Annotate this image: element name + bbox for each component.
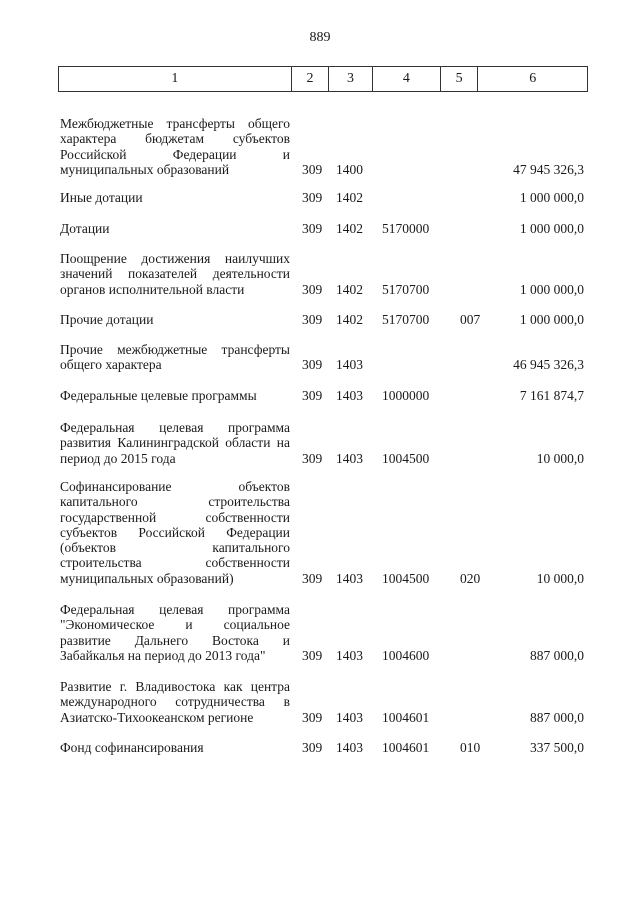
column-header-4: 4 [372, 67, 440, 92]
target-article-code: 1004601 [382, 740, 430, 755]
table-row [60, 388, 590, 403]
ministry-code: 309 [302, 161, 323, 177]
row-description [60, 420, 290, 466]
row-description [60, 602, 290, 663]
row-description [60, 740, 290, 755]
section-code: 1400 [336, 161, 363, 177]
ministry-code: 309 [302, 388, 323, 403]
table-row [60, 221, 590, 236]
table-row [60, 116, 590, 177]
ministry-code: 309 [302, 281, 323, 297]
row-description [60, 388, 290, 403]
description-line: Развитие г. Владивостока как центра [60, 679, 290, 694]
row-description [60, 190, 290, 205]
description-line: Федеральная целевая программа [60, 602, 290, 617]
description-line: Прочие дотации [60, 312, 154, 327]
expense-type-code: 010 [460, 740, 481, 755]
section-code: 1403 [336, 709, 363, 725]
table-row [60, 190, 590, 205]
row-description [60, 251, 290, 297]
target-article-code: 1004500 [382, 570, 430, 586]
section-code: 1402 [336, 221, 363, 236]
ministry-code: 309 [302, 709, 323, 725]
section-code: 1403 [336, 357, 363, 373]
table-row [60, 740, 590, 755]
row-description [60, 116, 290, 177]
description-line: государственной собственности [60, 509, 290, 525]
section-code: 1402 [336, 312, 363, 327]
column-header-5: 5 [440, 67, 478, 92]
target-article-code: 1004600 [382, 647, 430, 663]
description-line: Иные дотации [60, 190, 143, 205]
description-line: характера бюджетам субъектов [60, 131, 290, 147]
expense-type-code: 020 [460, 570, 481, 586]
table-row [60, 679, 590, 725]
amount: 7 161 874,7 [519, 388, 584, 403]
description-line: (объектов капитального [60, 540, 290, 556]
description-line: Прочие межбюджетные трансферты [60, 342, 290, 357]
target-article-code: 1004601 [382, 709, 430, 725]
table-row [60, 312, 590, 327]
description-line: субъектов Российской Федерации [60, 524, 290, 540]
amount: 10 000,0 [536, 450, 584, 466]
table-row [60, 420, 590, 466]
target-article-code: 5170700 [382, 281, 430, 297]
amount: 1 000 000,0 [519, 190, 584, 205]
page-number: 889 [309, 30, 331, 45]
amount: 46 945 326,3 [513, 357, 584, 373]
table-row [60, 342, 590, 373]
description-line: международного сотрудничества в [60, 694, 290, 710]
amount: 10 000,0 [536, 570, 584, 586]
amount: 1 000 000,0 [519, 221, 584, 236]
table-row [60, 479, 590, 586]
description-line: Азиатско-Тихоокеанском регионе [60, 709, 254, 725]
table-row [60, 251, 590, 297]
description-line: Федеральная целевая программа [60, 420, 290, 435]
target-article-code: 5170000 [382, 221, 430, 236]
description-line: "Экономическое и социальное [60, 617, 290, 633]
description-line: капитального строительства [60, 494, 290, 510]
column-header-6: 6 [478, 67, 588, 92]
ministry-code: 309 [302, 450, 323, 466]
description-line: Забайкалья на период до 2013 года" [60, 647, 266, 663]
ministry-code: 309 [302, 190, 323, 205]
description-line: развития Калининградской области на [60, 435, 290, 451]
target-article-code: 1004500 [382, 450, 430, 466]
row-description [60, 312, 290, 327]
amount: 1 000 000,0 [519, 281, 584, 297]
description-line: общего характера [60, 357, 162, 373]
table-header [58, 66, 588, 92]
description-line: органов исполнительной власти [60, 281, 245, 297]
ministry-code: 309 [302, 221, 323, 236]
description-line: Федеральные целевые программы [60, 388, 257, 403]
description-line: Фонд софинансирования [60, 740, 204, 755]
column-header-1: 1 [59, 67, 292, 92]
amount: 47 945 326,3 [513, 161, 584, 177]
description-line: значений показателей деятельности [60, 266, 290, 282]
description-line: муниципальных образований) [60, 570, 234, 586]
section-code: 1402 [336, 281, 363, 297]
section-code: 1403 [336, 740, 363, 755]
section-code: 1402 [336, 190, 363, 205]
table-row [60, 602, 590, 663]
amount: 887 000,0 [530, 709, 584, 725]
ministry-code: 309 [302, 570, 323, 586]
description-line: Межбюджетные трансферты общего [60, 116, 290, 131]
amount: 1 000 000,0 [519, 312, 584, 327]
target-article-code: 1000000 [382, 388, 430, 403]
row-description [60, 479, 290, 586]
description-line: Софинансирование объектов [60, 479, 290, 494]
description-line: развитие Дальнего Востока и [60, 632, 290, 648]
description-line: строительства собственности [60, 555, 290, 571]
description-line: Российской Федерации и [60, 146, 290, 162]
description-line: Поощрение достижения наилучших [60, 251, 290, 266]
column-header-2: 2 [291, 67, 329, 92]
column-header-3: 3 [329, 67, 372, 92]
row-description [60, 342, 290, 373]
ministry-code: 309 [302, 357, 323, 373]
row-description [60, 221, 290, 236]
description-line: муниципальных образований [60, 161, 230, 177]
section-code: 1403 [336, 647, 363, 663]
target-article-code: 5170700 [382, 312, 430, 327]
ministry-code: 309 [302, 740, 323, 755]
ministry-code: 309 [302, 312, 323, 327]
ministry-code: 309 [302, 647, 323, 663]
amount: 337 500,0 [530, 740, 584, 755]
row-description [60, 679, 290, 725]
amount: 887 000,0 [530, 647, 584, 663]
expense-type-code: 007 [460, 312, 481, 327]
section-code: 1403 [336, 570, 363, 586]
description-line: период до 2015 года [60, 450, 176, 466]
section-code: 1403 [336, 388, 363, 403]
section-code: 1403 [336, 450, 363, 466]
description-line: Дотации [60, 221, 110, 236]
